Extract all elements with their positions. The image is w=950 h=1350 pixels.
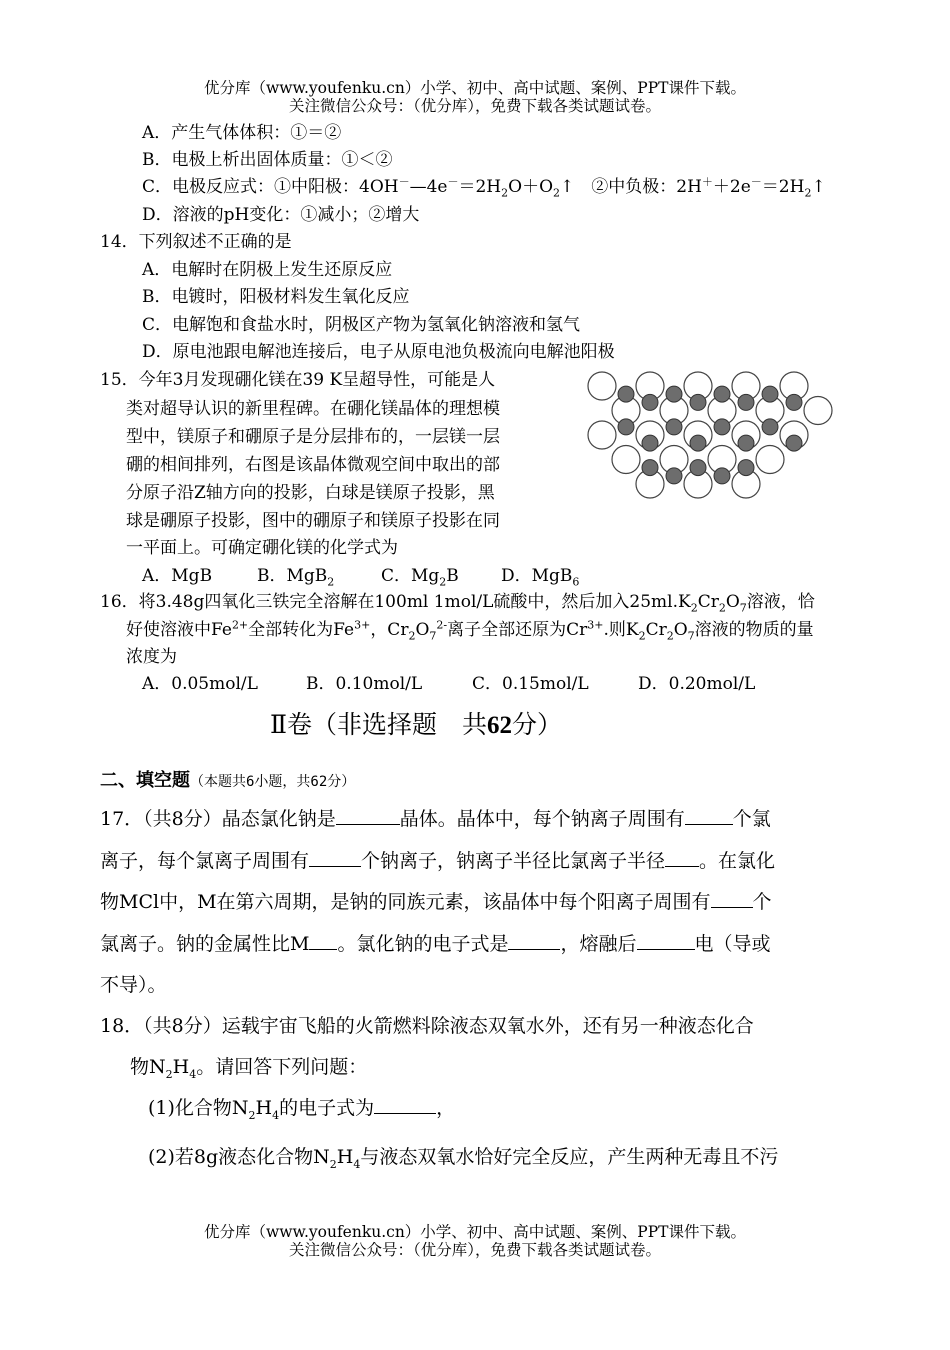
q16-options [142,672,755,696]
b-atom [714,386,730,402]
q18-line-1: 18．（共8分）运载宇宙飞船的火箭燃料除液态双氧水外，还有另一种液态化合 [100,1015,754,1037]
q15-option-a: A．MgB [142,566,213,586]
part2-title: Ⅱ卷（非选择题 共62分） [270,710,563,739]
b-atom [618,386,634,402]
footer-line-1: 优分库（www.youfenku.cn）小学、初中、高中试题、案例、PPT课件下载。 [203,1223,747,1241]
footer-line-2: 关注微信公众号：（优分库），免费下载各类试题试卷。 [288,1241,661,1259]
q15-line-7: 一平面上。可确定硼化镁的化学式为 [126,538,398,558]
q15-option-b: B．MgB$_2$ [257,566,335,589]
b-atom [762,386,778,402]
q16-option-c: C．0.15mol/L [472,674,589,694]
q16-option-b: B．0.10mol/L [306,674,423,694]
q16-option-a: A．0.05mol/L [142,674,258,694]
b-atom [714,419,730,435]
mg-atom [756,446,784,474]
q14-option-c: C．电解饱和食盐水时，阴极区产物为氢氧化钠溶液和氢气 [142,315,581,335]
b-atom [666,468,682,484]
q18-blank-1[interactable] [374,1095,436,1114]
q13-option-c: C．电极反应式：①中阳极：$4OH^-—4e^-=2H_2O+O_2↑$ ②中负极：$2H^++2e^-=2H_2↑$ [142,175,826,200]
q17-line-2: 离子，每个氯离子周围有 个钠离子，钠离子半径比氯离子半径 。在氯化 [100,850,776,872]
q18-part-2: (2)若8g液态化合物$N_2H_4$与液态双氧水恰好完全反应，产生两种无毒且不污 [148,1146,779,1171]
q18-part-1: (1)化合物$N_2H_4$的电子式为 ， [148,1097,456,1122]
crystal-projection-figure [582,368,840,500]
q18-line-2: 物$N_2H_4$。请回答下列问题： [130,1056,368,1081]
b-atom [786,394,802,410]
q16-line-3: 浓度为 [126,647,177,667]
q15-line-5: 分原子沿Z轴方向的投影，白球是镁原子投影，黑 [126,483,495,503]
q17-blank-8[interactable] [637,931,695,950]
q15-line-2: 类对超导认识的新里程碑。在硼化镁晶体的理想模 [126,399,500,419]
b-atom [642,460,658,476]
b-atom [738,394,754,410]
mg-atom [804,397,832,425]
b-atom [690,435,706,451]
b-atom [762,419,778,435]
mg-atom [588,372,616,400]
q14-option-b: B．电镀时，阳极材料发生氧化反应 [142,287,410,307]
q17-blank-2[interactable] [685,806,733,825]
q17-blank-4[interactable] [665,848,699,867]
section2-title: 二、填空题（本题共6小题，共62分） [100,770,356,791]
b-atom [666,419,682,435]
b-atom [642,394,658,410]
q17-blank-7[interactable] [508,931,560,950]
b-atom [642,435,658,451]
q14-option-d: D．原电池跟电解池连接后，电子从原电池负极流向电解池阳极 [142,342,615,362]
q16-option-d: D．0.20mol/L [638,674,756,694]
section2-note: （本题共6小题，共62分） [190,774,356,790]
q17-blank-6[interactable] [309,931,337,950]
b-atom [738,435,754,451]
q16-line-1: 16．将3.48g四氧化三铁完全溶解在100ml 1mol/L硫酸中，然后加入$25ml.K_2Cr_2O_7$溶液，恰 [100,592,815,615]
mg-atom [588,421,616,449]
q15-options [142,564,579,588]
q14-stem: 14．下列叙述不正确的是 [100,232,292,252]
q17-line-5: 不导）。 [100,974,167,996]
q15-line-4: 硼的相间排列，右图是该晶体微观空间中取出的部 [126,455,500,475]
mg-atom [612,446,640,474]
q13-option-a: A．产生气体体积：①＝② [142,123,342,143]
q15-line-6: 球是硼原子投影，图中的硼原子和镁原子投影在同 [126,511,500,531]
q17-line-1: 17．（共8分）晶态氯化钠是 晶体。晶体中，每个钠离子周围有 个氯 [100,808,771,830]
q15-line-1: 15．今年3月发现硼化镁在39 K呈超导性，可能是人 [100,370,496,390]
q14-option-a: A．电解时在阴极上发生还原反应 [142,260,393,280]
b-atom [738,460,754,476]
q17-line-4: 氯离子。钠的金属性比M 。氯化钠的电子式是 ，熔融后 电（导或 [100,933,771,955]
b-atom [618,419,634,435]
q13-option-d: D．溶液的pH变化：①减小；②增大 [142,205,420,225]
b-atom [690,460,706,476]
q13-option-b: B．电极上析出固体质量：①＜② [142,150,393,170]
header-line-2: 关注微信公众号：（优分库），免费下载各类试题试卷。 [288,97,661,115]
q17-blank-5[interactable] [711,889,753,908]
q17-line-3: 物MCl中，M在第六周期，是钠的同族元素，该晶体中每个阳离子周围有 个 [100,891,772,913]
q15-option-d: D．MgB$_6$ [501,566,580,589]
b-atom [690,394,706,410]
q17-blank-1[interactable] [336,806,400,825]
b-atom [666,386,682,402]
q17-blank-3[interactable] [309,848,361,867]
q16-line-2: 好使溶液中$Fe^{2+}$全部转化为$Fe^{3+}$，$Cr_2O_7^{2-}$离子全部还原为$Cr^{3+}$.则$K_2Cr_2O_7$溶液的物质的量 [126,618,814,643]
header-line-1: 优分库（www.youfenku.cn）小学、初中、高中试题、案例、PPT课件下载。 [203,79,747,97]
q15-line-3: 型中，镁原子和硼原子是分层排布的，一层镁一层 [126,427,500,447]
b-atom [786,435,802,451]
q15-option-c: C．$Mg_2B$ [381,566,459,589]
b-atom [714,468,730,484]
